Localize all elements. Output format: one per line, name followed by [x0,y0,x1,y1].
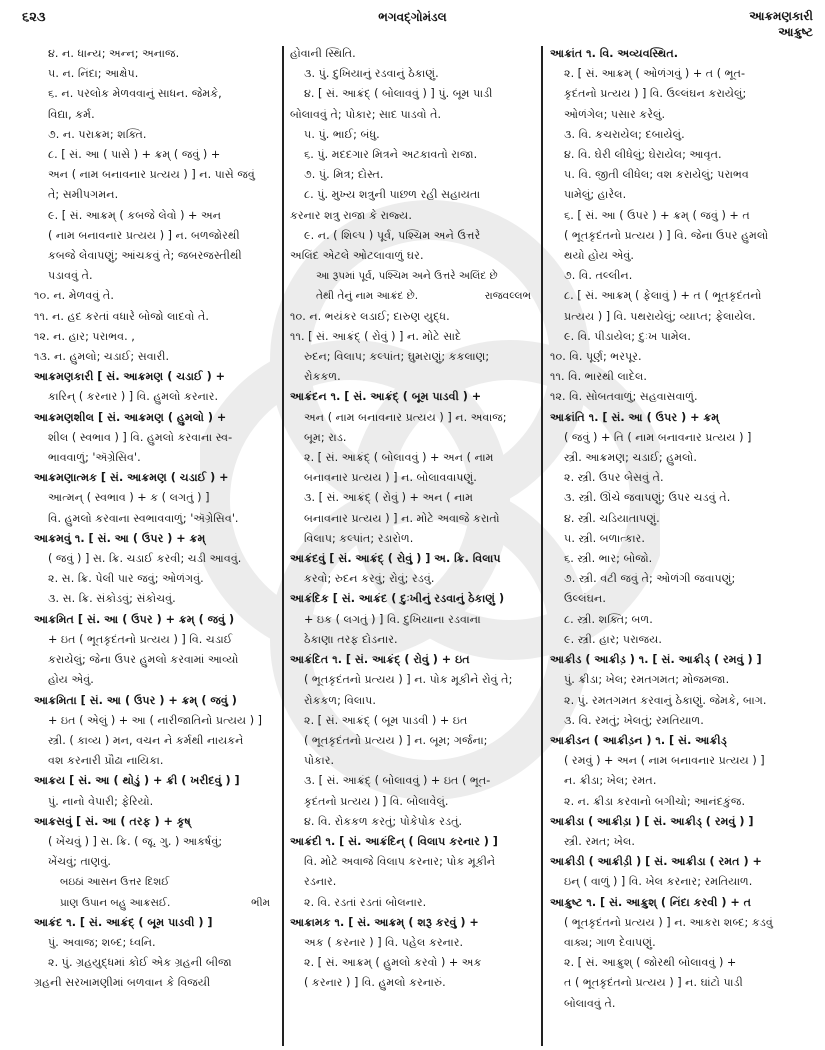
definition-line [550,307,795,327]
line-text: વશ કરનારી પ્રૌઢા નાયિકા. [48,754,164,768]
definition-line [550,549,795,569]
definition-line [34,347,274,367]
definition-line [550,670,795,690]
definition-line [550,691,795,711]
line-text: વાક્ય; ગાળ દેવાપણું. [564,935,656,949]
line-text: ૬. ન. પરલોક મેળવવાનું સાધન. જેમકે, [48,87,222,101]
line-text: ( ખેંચવું ) ] સ. ક્રિ. ( જૂ. ગુ. ) આકર્ષવું; [48,834,223,848]
definition-line [550,286,795,306]
definition-line [34,488,274,508]
definition-line [290,893,535,913]
line-text: બૂમ; રાડ. [304,430,347,444]
definition-line [34,751,274,771]
line-text: આક્રામક ૧. [ સં. આક્રમ્ ( શરૂ કરવું ) + [290,915,479,929]
line-text: અક ( કરનાર ) ] વિ. પહેલ કરનાર. [304,935,464,949]
definition-line [550,589,795,609]
line-text: આક્રમિત [ સં. આ ( ઉપર ) + ક્રમ્ ( જવું ) [34,612,235,626]
definition-line [34,711,274,731]
definition-line [290,206,535,226]
definition-line [34,953,274,973]
line-text: આક્રાંતિ ૧. [ સં. આ ( ઉપર ) + ક્રમ્ [550,410,720,424]
definition-line [290,670,535,690]
definition-line [290,226,535,246]
guide-word-last: આક્રુષ્ટ [778,25,813,39]
definition-line [34,84,274,104]
definition-line [34,246,274,266]
line-text: ૩. [ સં. આક્રંદ્ ( બોલાવવું ) + ઇત ( ભૂત- [304,774,491,788]
line-text: ૭. પું. મિત્ર; દોસ્ત. [304,168,384,182]
quotation-line [34,893,274,913]
definition-line [550,105,795,125]
headword-line [34,691,274,711]
line-text: ( ભૂતકૃદંતનો પ્રત્યય ) ] ન. પોક મૂકીને રોવું તે; [304,673,513,687]
definition-line [550,610,795,630]
line-text: ૨. [ સં. આક્રંદ્ ( બોલાવવું ) + અન ( નામ [304,451,494,465]
definition-line [34,64,274,84]
line-text: ( જવું ) + તિ ( નામ બનાવનાર પ્રત્યય ) ] [564,430,752,444]
definition-line [290,246,535,266]
definition-line [290,448,535,468]
definition-line [290,347,535,367]
line-text: આક્રંદી ૧. [ સં. આક્રંદિન્ ( વિલાપ કરનાર ) ] [290,834,498,848]
headword-line [34,771,274,791]
line-text: ૪. [ સં. આક્રંદ્ ( બોલાવવું ) ] પું. બૂમ પાડી [304,87,493,101]
headword-line [550,893,795,913]
definition-line [550,448,795,468]
line-text: ૯. ન. ( શિલ્પ ) પૂર્વ, પશ્ચિમ અને ઉત્તરે [304,228,481,242]
definition-line [550,266,795,286]
definition-line [290,165,535,185]
line-text: ( નામ બનાવનાર પ્રત્યય ) ] ન. બળજોરથી [48,228,240,242]
line-text: બઇઠાં આસન ઉત્તર દિશઈ [60,876,170,889]
line-text: ૨. [ સં. આક્રમ્ ( હુમલો કરવો ) + અક [304,956,482,970]
definition-line [290,852,535,872]
definition-line [550,84,795,104]
page-header [0,0,825,40]
line-text: સ્ત્રી. રમત; ખેલ. [564,834,635,848]
definition-line [290,953,535,973]
line-text: ( રમવું ) + અન ( નામ બનાવનાર પ્રત્યય ) ] [564,754,765,768]
line-text: ઠેકાણા તરફ દોડનાર. [304,632,398,646]
definition-line [550,347,795,367]
definition-line [34,731,274,751]
line-text: હોવાની સ્થિતિ. [290,47,356,60]
definition-line [34,185,274,205]
line-text: ૯. [ સં. આક્રમ્ ( કબજે લેવો ) + અન [48,208,222,222]
line-text: આ રૂપમાં પૂર્વ, પશ્ચિમ અને ઉત્તરે અલિંદ છે [316,270,498,283]
line-text: સ્ત્રી. આક્રમણ; ચડાઈ; હુમલો. [564,451,697,465]
definition-line [290,408,535,428]
definition-line [34,105,274,125]
definition-line [290,751,535,771]
line-text: ૧૧. ન. હદ કરતાં વધારે બોજો લાદવો તે. [34,309,209,323]
definition-line [290,468,535,488]
definition-line [290,185,535,205]
headword-line [34,468,274,488]
line-text: ( ભૂતકૃદંતનો પ્રત્યય ) ] ન. આકરા શબ્દ; કડવું [564,915,773,929]
line-text: અન ( નામ બનાવનાર પ્રત્યય ) ] ન. પાસે જવું [48,168,255,182]
line-text: વિલાપ; કલ્પાંત; રડારોળ. [304,531,414,545]
quotation-line [290,286,535,306]
headword-line [34,408,274,428]
definition-line [550,630,795,650]
definition-line [34,832,274,852]
line-text: બોલાવવું તે; પોકાર; સાદ પાડવો તે. [290,107,442,121]
definition-line [34,569,274,589]
definition-line [550,226,795,246]
line-text: પામેલું; હારેલ. [564,188,627,202]
line-text: આક્રીડ ( આક્રીડ઼ ) ૧. [ સં. આક્રીડ્ ( રમવું ) ] [550,653,762,667]
line-text: ૨. [ સં. આક્રમ્ ( ઓળંગવું ) + ત ( ભૂત- [564,67,746,81]
headword-line [290,650,535,670]
line-text: ૩. વિ. રમતું; ખેલતું; રમતિયાળ. [564,713,704,727]
line-text: ૧૩. ન. હુમલો; ચડાઈ; સવારી. [34,350,170,364]
definition-line [550,953,795,973]
headword-line [34,529,274,549]
definition-line [290,973,535,993]
line-text: ૨. સ્ત્રી. ઉપર બેસવું તે. [564,471,664,485]
line-text: ઉલ્લંઘન. [564,592,606,606]
quotation-line [34,872,274,892]
line-text: ૭. વિ. તલ્લીન. [564,269,633,283]
line-text: + ઇત ( એલું ) + આ ( નારીજાતિનો પ્રત્યય ) ] [48,713,263,727]
line-text: ૧૦. ન. ભયંકર લડાઈ; દારુણ યુદ્ધ. [290,309,450,323]
guide-word-first: આક્રમણકારી [749,9,813,23]
line-text: ૮. સ્ત્રી. શક્તિ; બળ. [564,612,653,626]
definition-line [550,428,795,448]
line-text: ન. ક્રીડા; ખેલ; રમત. [564,774,657,788]
definition-line [290,428,535,448]
page-number: ૬૨૩ [22,10,46,25]
definition-line [34,933,274,953]
definition-line [550,832,795,852]
line-text: રોકકળ; વિલાપ. [304,693,376,707]
definition-line [34,792,274,812]
headword-line [550,812,795,832]
headword-line [290,387,535,407]
headword-line [550,731,795,751]
line-text: આક્રીડા ( આક્રીડ઼ા ) [ સં. આક્રીડ્ ( રમવું ) ] [550,814,754,828]
line-text: ૨. સ. ક્રિ. પેલી પાર જવું; ઓળંગવું. [48,572,204,586]
line-text: પું. અવાજ; શબ્દ; ધ્વનિ. [48,935,156,949]
headword-line [550,408,795,428]
line-text: + ઇક ( લગતું ) ] વિ. દુખિયાના રડવાના [304,612,481,626]
line-text: કરવો; રુદન કરવું; રોવું; રડવું. [304,572,435,586]
line-text: ૮. [ સં. આક્રમ્ ( ફેલાવું ) + ત ( ભૂતકૃદંતનો [564,289,762,303]
definition-line [34,125,274,145]
line-text: ( ભૂતકૃદંતનો પ્રત્યય ) ] ન. બૂમ; ગર્જના; [304,733,488,747]
definition-line [550,792,795,812]
line-text: ભાવવાળું; 'ઍગ્રેસિવ'. [48,451,141,465]
line-text: ૧૦. ન. મેળવવું તે. [34,289,114,303]
line-text: આક્રીડન ( આક્રીડ઼ન ) ૧. [ સં. આક્રીડ્ [550,733,727,747]
definition-line [290,145,535,165]
definition-line [290,731,535,751]
line-text: ૫. ન. નિંદા; આક્ષેપ. [48,67,139,81]
line-text: ઓળંગેલ; પસાર કરેલું. [564,107,666,121]
line-text: આક્રમિતા [ સં. આ ( ઉપર ) + ક્રમ્ ( જવું ) [34,693,237,707]
headword-line [34,610,274,630]
line-text: ૫. પું. ભાઈ; બંધુ. [304,127,380,141]
line-text: રડનાર. [304,875,337,889]
line-text: ૧૦. વિ. પૂર્ણ; ભરપૂર. [550,350,642,364]
line-text: ૧૧. [ સં. આક્રંદ્ ( રોવું ) ] ન. મોટે સાદે [290,329,462,343]
line-text: ૩. સ્ત્રી. ઊંચે જવાપણું; ઉપર ચડવું તે. [564,491,731,505]
definition-line [550,973,795,993]
definition-line [34,145,274,165]
definition-line [34,549,274,569]
column-2 [290,44,535,1044]
definition-line [550,327,795,347]
line-text: સ્ત્રી. ( કાવ્ય ) મન, વચન ને કર્મથી નાયકને [48,733,244,747]
definition-line [34,307,274,327]
definition-line [550,165,795,185]
definition-line [290,569,535,589]
column-divider [541,46,543,1046]
line-text: ૧૧. વિ. ભારથી લાદેલ. [550,370,647,384]
line-text: ૫. વિ. જીતી લીધેલ; વશ કરાયેલું; પરાભવ [564,168,749,182]
definition-line [34,387,274,407]
line-text: પું. નાનો વેપારી; ફેરિયો. [48,794,154,808]
definition-line [34,327,274,347]
line-text: આક્રંદિત ૧. [ સં. આક્રંદ્ ( રોવું ) + ઇત [290,653,470,667]
line-text: તેથી તેનું નામ આક્રંદ છે. [316,290,419,303]
definition-line [34,852,274,872]
definition-line [550,751,795,771]
definition-line [34,428,274,448]
definition-line [34,650,274,670]
line-text: ગ્રહની સરખામણીમાં બળવાન કે વિજયી [34,976,211,990]
definition-line [550,64,795,84]
definition-line [290,812,535,832]
line-text: થયો હોય એવું. [564,249,634,263]
line-text: કારિન્ ( કરનાર ) ] વિ. હુમલો કરનાર. [48,390,219,404]
definition-line [550,387,795,407]
line-text: કૃદંતનો પ્રત્યય ) ] વિ. બોલાવેલું. [304,794,449,808]
definition-line [290,125,535,145]
line-text: આક્રંદ ૧. [ સં. આક્રંદ્ ( બૂમ પાડવી ) ] [34,915,213,929]
line-text: ( જવું ) ] સ. ક્રિ. ચડાઈ કરવી; ચડી આવવું. [48,552,242,566]
line-text: આક્રમવું ૧. [ સં. આ ( ઉપર ) + ક્રમ્ [34,531,206,545]
line-text: ૧૨. ન. હાર; પરાભવ. , [34,329,135,343]
quotation-source: રાજવલ્લભ [484,290,531,303]
definition-line [290,630,535,650]
line-text: ૭. ન. પરાક્રમ; શક્તિ. [48,127,147,141]
column-1 [34,44,274,1044]
headword-line [550,852,795,872]
definition-line [550,711,795,731]
definition-line [290,105,535,125]
definition-line [290,610,535,630]
line-text: ૭. સ્ત્રી. વટી જવું તે; ઓળંગી જવાપણું; [564,572,736,586]
definition-line [34,509,274,529]
headword-line [550,650,795,670]
line-text: + ઇત ( ભૂતકૃદંતનો પ્રત્યય ) ] વિ. ચડાઈ [48,632,233,646]
definition-line [34,226,274,246]
line-text: હોય એવું. [48,673,94,687]
line-text: ૪. વિ. ઘેરી લીધેલું; ઘેરાયેલ; આવૃત. [564,148,722,162]
line-text: આક્રંદન ૧. [ સં. આક્રંદ્ ( બૂમ પાડવી ) + [290,390,482,404]
definition-line [34,286,274,306]
line-text: આક્રમણશીલ [ સં. આક્રમણ ( હુમલો ) + [34,410,227,424]
line-text: આક્રીડી ( આક્રીડ઼ી ) [ સં. આક્રીડા ( રમત ) + [550,855,762,869]
definition-line [550,529,795,549]
line-text: રોકકળ. [304,370,341,384]
definition-line [290,64,535,84]
definition-line [550,206,795,226]
line-text: બનાવનાર પ્રત્યય ) ] ન. મોટે અવાજે કરાતો [304,511,500,525]
line-text: ૩. સ. ક્રિ. સંકોડવું; સંકોચવું. [48,592,176,606]
definition-line [550,488,795,508]
line-text: રુદન; વિલાપ; કલ્પાંત; ઘુમરાણું; કકલાણ; [304,350,490,364]
definition-line [290,691,535,711]
headword-line [34,812,274,832]
definition-line [290,307,535,327]
line-text: બનાવનાર પ્રત્યય ) ] ન. બોલાવવાપણું. [304,471,477,485]
line-text: આક્રમણાત્મક [ સં. આક્રમણ ( ચડાઈ ) + [34,471,229,485]
line-text: પ્રાણ ઉપાન બહુ આક્રસઈ. [60,896,171,909]
line-text: ૫. સ્ત્રી. બળાત્કાર. [564,531,645,545]
line-text: તે; સમીપગમન. [48,188,119,202]
line-text: ( કરનાર ) ] વિ. હુમલો કરનારું. [304,976,446,990]
line-text: ૯. સ્ત્રી. હાર; પરાજય. [564,632,662,646]
line-text: ( ભૂતકૃદંતનો પ્રત્યય ) ] વિ. જેના ઉપર હુમલો [564,228,769,242]
line-text: આત્મન્ ( સ્વભાવ ) + ક ( લગતું ) ] [48,491,210,505]
line-text: ૩. [ સં. આક્રંદ્ ( રોવું ) + અન ( નામ [304,491,474,505]
definition-line [290,84,535,104]
guide-words [749,8,813,40]
line-text: વિદ્યા, કર્મ. [48,107,95,121]
line-text: ૨. પું. ગ્રહયુદ્ધમાં કોઈ એક ગ્રહની બીજા [48,956,232,970]
definition-line [290,327,535,347]
line-text: પડાવવું તે. [48,269,93,283]
line-text: ૬. સ્ત્રી. ભાર; બોજો. [564,552,653,566]
quotation-source: ભીમ [251,896,270,909]
line-text: ઇન્ ( વાળું ) ] વિ. ખેલ કરનાર; રમતિયાળ. [564,875,753,889]
definition-line [34,630,274,650]
headword-line [290,913,535,933]
definition-line [290,711,535,731]
definition-line [34,266,274,286]
line-text: પ્રત્યય ) ] વિ. પથરાયેલું; વ્યાપ્ત; ફેલાયેલ. [564,309,756,323]
definition-line [290,872,535,892]
line-text: વિ. મોટે અવાજે વિલાપ કરનાર; પોક મૂકીને [304,855,496,869]
line-text: આક્રંદવું [ સં. આક્રંદ્ ( રોવું ) ] અ. ક્રિ. વિલાપ [290,552,501,566]
line-text: વિ. હુમલો કરવાના સ્વભાવવાળું; 'ઍગ્રેસિવ'. [48,511,239,525]
line-text: ૨. પું. રમતગમત કરવાનું ઠેકાણું. જેમકે, બાગ. [564,693,767,707]
line-text: ૧૨. વિ. સોબતવાળું; સહવાસવાળું. [550,390,698,404]
line-text: ત ( ભૂતકૃદંતનો પ્રત્યય ) ] ન. ઘાંટો પાડી [564,976,743,990]
line-text: આક્રસવું [ સં. આ ( તરફ ) + કૃષ્ [34,814,191,828]
line-text: આક્રય [ સં. આ ( થોડું ) + ક્રી ( ખરીદવું ) ] [34,774,240,788]
line-text: ૨. વિ. રડતાં રડતાં બોલનાર. [304,895,427,909]
definition-line [550,872,795,892]
line-text: આક્રાંત ૧. વિ. અવ્યવસ્થિત. [550,47,678,60]
line-text: ખેંચવું; તાણવું. [48,855,111,869]
definition-line [290,488,535,508]
definition-line [550,913,795,933]
line-text: કરનાર શત્રુ રાજા કે રાજ્ય. [290,208,412,222]
dictionary-columns [0,44,825,1044]
line-text: ૩. પું. દુખિયાનું રડવાનું ઠેકાણું. [304,67,439,81]
definition-line [550,468,795,488]
line-text: આક્રમણકારી [ સં. આક્રમણ ( ચડાઈ ) + [34,370,225,384]
line-text: ૮. [ સં. આ ( પાસે ) + ક્રમ્ ( જવું ) + [48,148,221,162]
definition-line [290,529,535,549]
line-text: ૨. [ સં. આક્રુશ્ ( જોરથી બોલાવવું ) + [564,956,737,970]
definition-line [550,994,795,1014]
definition-line [550,246,795,266]
line-text: અન ( નામ બનાવનાર પ્રત્યય ) ] ન. અવાજ; [304,410,507,424]
definition-line [290,367,535,387]
definition-line [34,670,274,690]
line-text: કૃદંતનો પ્રત્યય ) ] વિ. ઉલ્લંઘન કરાયેલું; [564,87,747,101]
line-text: ૬. [ સં. આ ( ઉપર ) + ક્રમ્ ( જવું ) + ત [564,208,750,222]
line-text: ૬. પું. મદદગાર મિત્રને અટકાવતો રાજા. [304,148,478,162]
line-text: શીલ ( સ્વભાવ ) ] વિ. હુમલો કરવાના સ્વ- [48,430,233,444]
line-text: ૪. ન. ધાન્ય; અન્ન; અનાજ. [48,47,180,60]
line-text: આક્રંદિક [ સં. આક્રંદ ( દુઃખીનું રડવાનું ઠેકાણું ) [290,592,505,606]
running-title: ભગવદ્ગોમંડલ [378,10,447,24]
definition-line [34,589,274,609]
headword-line [290,832,535,852]
definition-line [550,933,795,953]
definition-line [34,206,274,226]
definition-line [550,569,795,589]
definition-line [290,509,535,529]
line-text: કરાયેલું; જેના ઉપર હુમલો કરવામાં આવ્યો [48,653,239,667]
line-text: ૮. પું. મુખ્ય શત્રુની પાછળ રહી સહાયતા [304,188,481,202]
definition-line [290,933,535,953]
definition-line [34,44,274,64]
line-text: ૯. વિ. પીડાયેલ; દુઃખ પામેલ. [564,329,691,343]
definition-line [550,509,795,529]
headword-line [34,367,274,387]
definition-line [550,145,795,165]
definition-line [550,125,795,145]
line-text: ૩. વિ. કચરાયેલ; દબાયેલું. [564,127,685,141]
definition-line [550,771,795,791]
headword-line [550,44,795,64]
definition-line [34,973,274,993]
definition-line [290,44,535,64]
line-text: અલિંદ એટલે ઓટલાવાળું ઘર. [290,249,424,263]
headword-line [34,913,274,933]
line-text: ૨. ન. ક્રીડા કરવાનો બગીચો; આનંદકુંજ. [564,794,746,808]
headword-line [290,549,535,569]
definition-line [290,792,535,812]
line-text: ૨. [ સં. આક્રંદ્ ( બૂમ પાડવી ) + ઇત [304,713,468,727]
definition-line [34,165,274,185]
line-text: ૪. વિ. રોકકળ કરતું; પોકેપોક રડતું. [304,814,463,828]
headword-line [290,589,535,609]
line-text: પોકાર. [304,754,335,768]
quotation-line [290,266,535,286]
definition-line [34,448,274,468]
line-text: આક્રુષ્ટ ૧. [ સં. આક્રુશ્ ( નિંદા કરવી ) + ત [550,895,752,909]
definition-line [550,185,795,205]
column-divider [282,46,284,1046]
line-text: પું. ક્રીડા; ખેલ; રમતગમત; મોજમજા. [564,673,730,687]
line-text: કબજે લેવાપણું; આંચકવું તે; જબરજસ્તીથી [48,249,242,263]
column-3 [550,44,795,1044]
line-text: ૪. સ્ત્રી. ચડિયાતાપણું. [564,511,660,525]
definition-line [290,771,535,791]
line-text: બોલાવવું તે. [564,996,616,1010]
definition-line [550,367,795,387]
